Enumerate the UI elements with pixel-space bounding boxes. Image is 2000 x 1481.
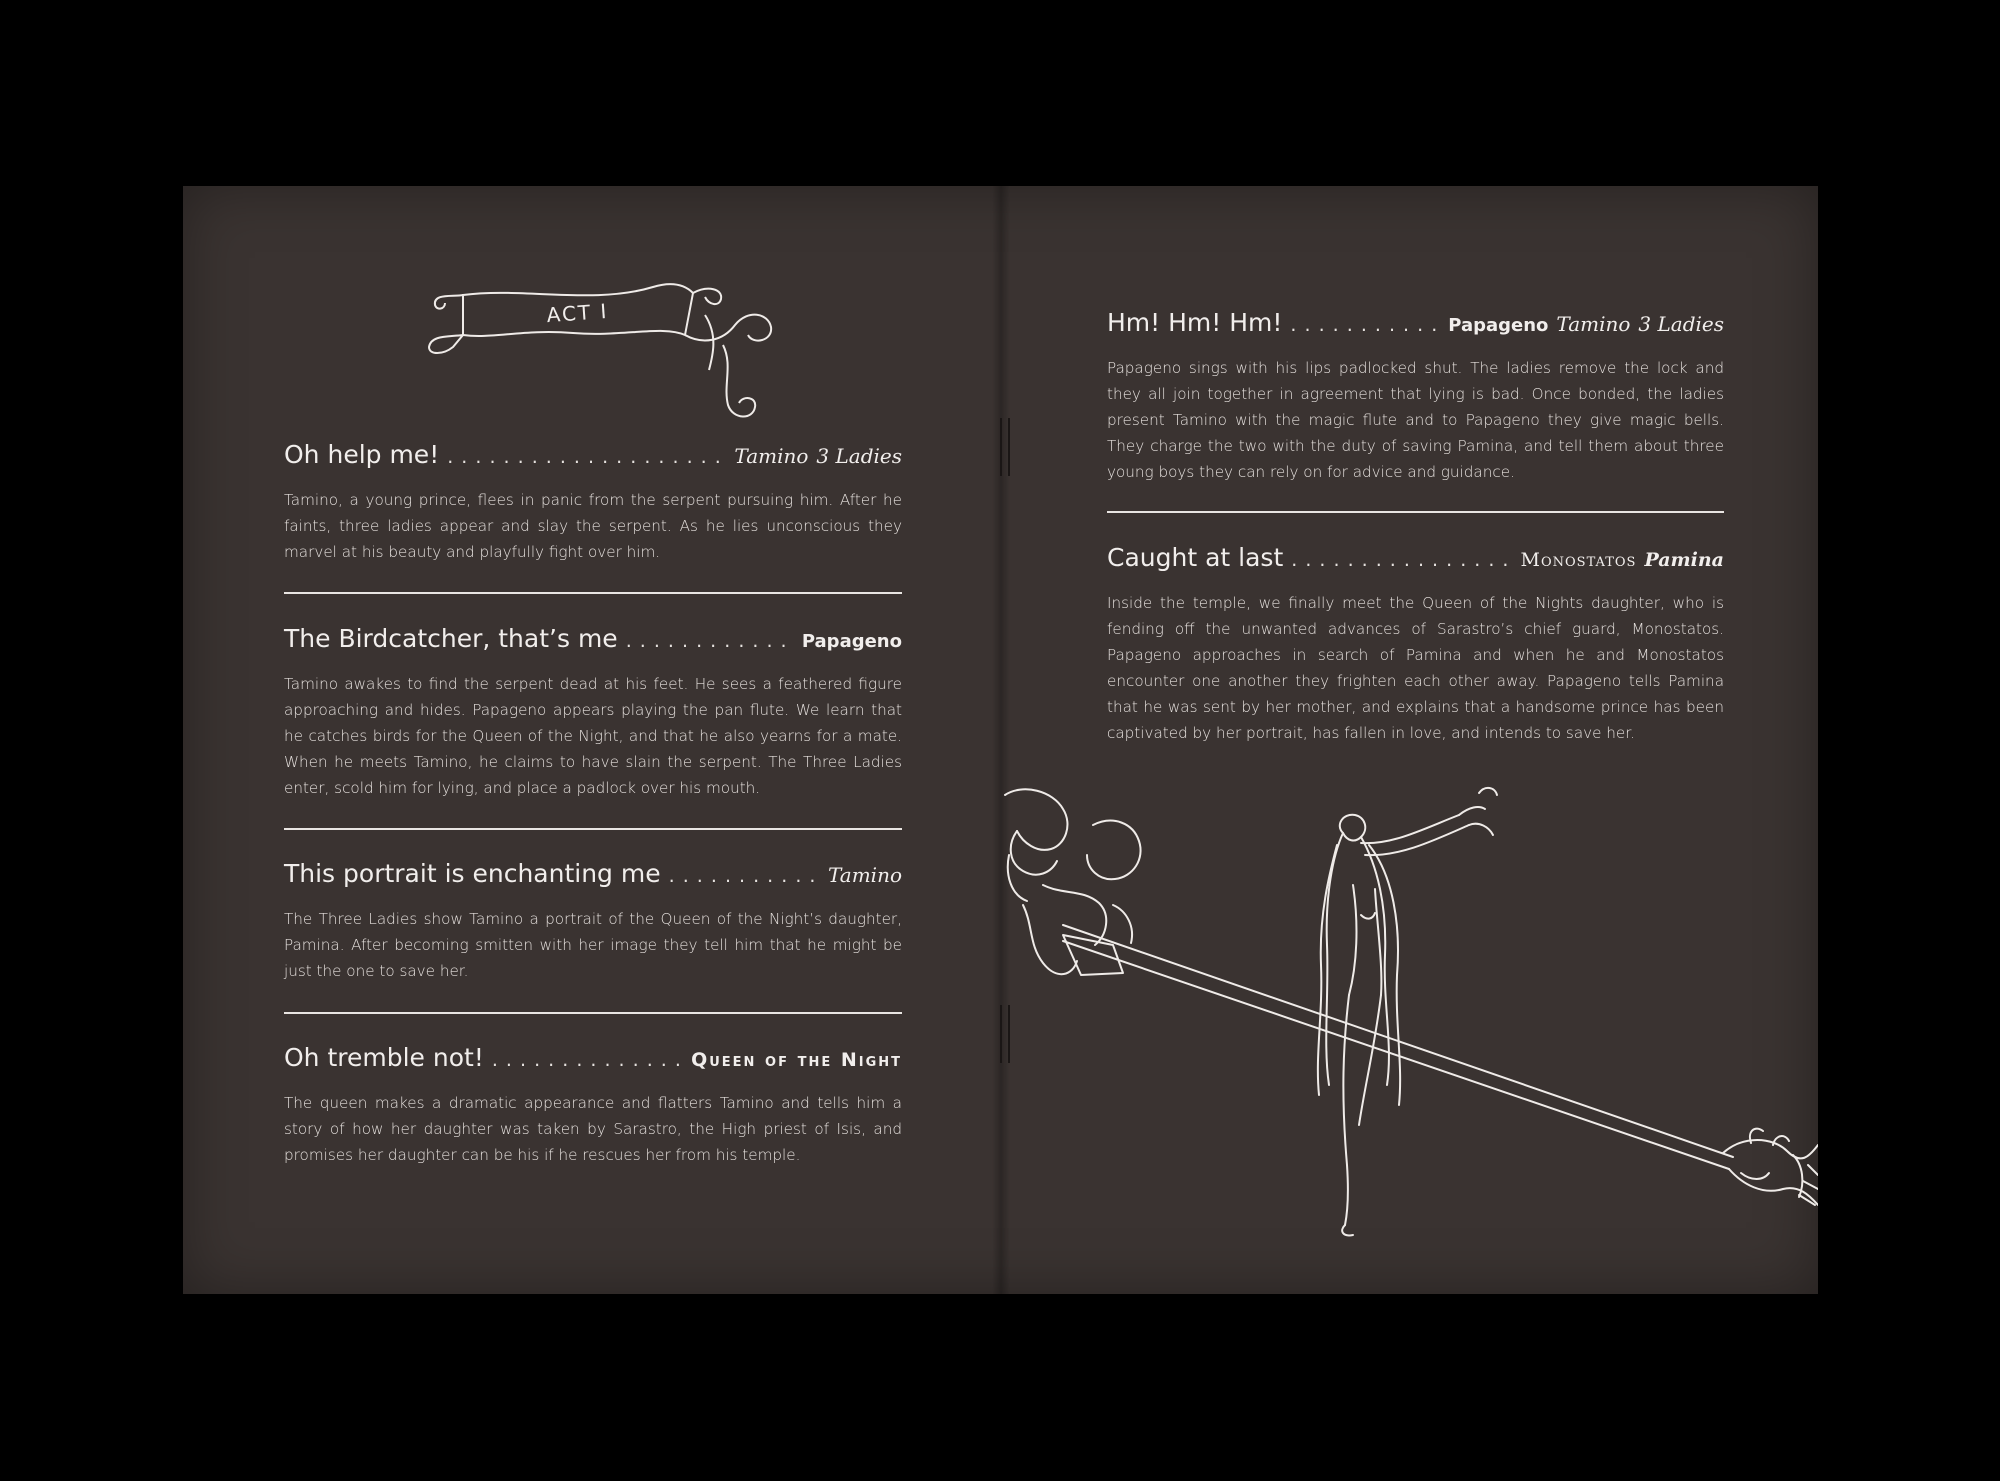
scene-title: Oh help me! [284,440,440,469]
scene-oh-tremble-not [284,1043,902,1168]
scene-description: Papageno sings with his lips padlocked shut. The ladies remove the lock and they all join together in agreement that lying is bad. Once bonded, the ladies present Tamino with the magic flute and to Papageno they give magic bells. They charge the two with the duty of saving Pamina, and tell them about three young boys they can rely on for advice and guidance. [1107,359,1724,481]
scene-description: Inside the temple, we finally meet the Queen of the Nights daughter, who is fending off the unwanted advances of Sarastro’s chief guard, Monostatos. Papageno approaches in search of Pamina and when he and Monostatos encounter one another they frighten each other away. Papageno tells Pamina that he was sent by her mother, and explains that a handsome prince has been captivated by her portrait, has fallen in love, and intends to save her. [1107,594,1724,742]
section-divider [284,828,902,830]
section-divider [284,1012,902,1014]
scene-description: The Three Ladies show Tamino a portrait of the Queen of the Night’s daughter, Pamina. After becoming smitten with her image they tell him that he might be just the one to save her. [284,910,902,980]
character-name: Tamino [1556,312,1631,336]
scene-description: Tamino awakes to find the serpent dead at his feet. He sees a feathered figure approaching and hides. Papageno appears playing the pan flute. We learn that he catches birds for the Queen of the Night, and that he also yearns for a mate. When he meets Tamino, he claims to have slain the serpent. The Three Ladies enter, scold him for lying, and place a padlock over his mouth. [284,675,902,797]
scene-oh-help-me [284,440,902,565]
leader-dots [1291,549,1512,571]
character-name: Tamino [828,863,902,887]
leader-dots [626,630,794,652]
character-name: Papageno [1448,315,1549,336]
scene-title: This portrait is enchanting me [284,859,661,888]
section-divider [1107,511,1724,513]
pamina-line-illustration [1003,785,1818,1255]
character-name: 3 Ladies [1638,312,1724,336]
scene-portrait [284,859,902,984]
character-name: Pamina [1644,549,1724,571]
character-name: Tamino [734,444,809,468]
leader-dots [447,446,726,468]
scene-title: Hm! Hm! Hm! [1107,308,1283,337]
leader-dots [492,1049,683,1071]
leader-dots [1290,314,1440,336]
leader-dots [669,865,820,887]
character-name: Monostatos [1520,549,1637,571]
scene-birdcatcher [284,624,902,801]
scene-caught-at-last [1107,543,1724,746]
character-name: Queen of the Night [691,1049,902,1071]
left-page [284,186,902,1294]
scene-title: The Birdcatcher, that’s me [284,624,618,653]
scene-description: Tamino, a young prince, flees in panic from the serpent pursuing him. After he faints, three ladies appear and slay the serpent. As he lies unconscious they marvel at his beauty and playfully fight over him. [284,491,902,561]
character-name: Papageno [801,631,902,652]
section-divider [284,592,902,594]
act-banner-label: ACT I [545,298,610,328]
scene-title: Oh tremble not! [284,1043,484,1072]
staple-top [1000,418,1010,476]
character-name: 3 Ladies [816,444,902,468]
scene-description: The queen makes a dramatic appearance and flatters Tamino and tells him a story of how her daughter was taken by Sarastro, the High priest of Isis, and promises her daughter can be his if he rescues her from his temple. [284,1094,902,1164]
scene-title: Caught at last [1107,543,1284,572]
scene-hm-hm-hm [1107,308,1724,485]
